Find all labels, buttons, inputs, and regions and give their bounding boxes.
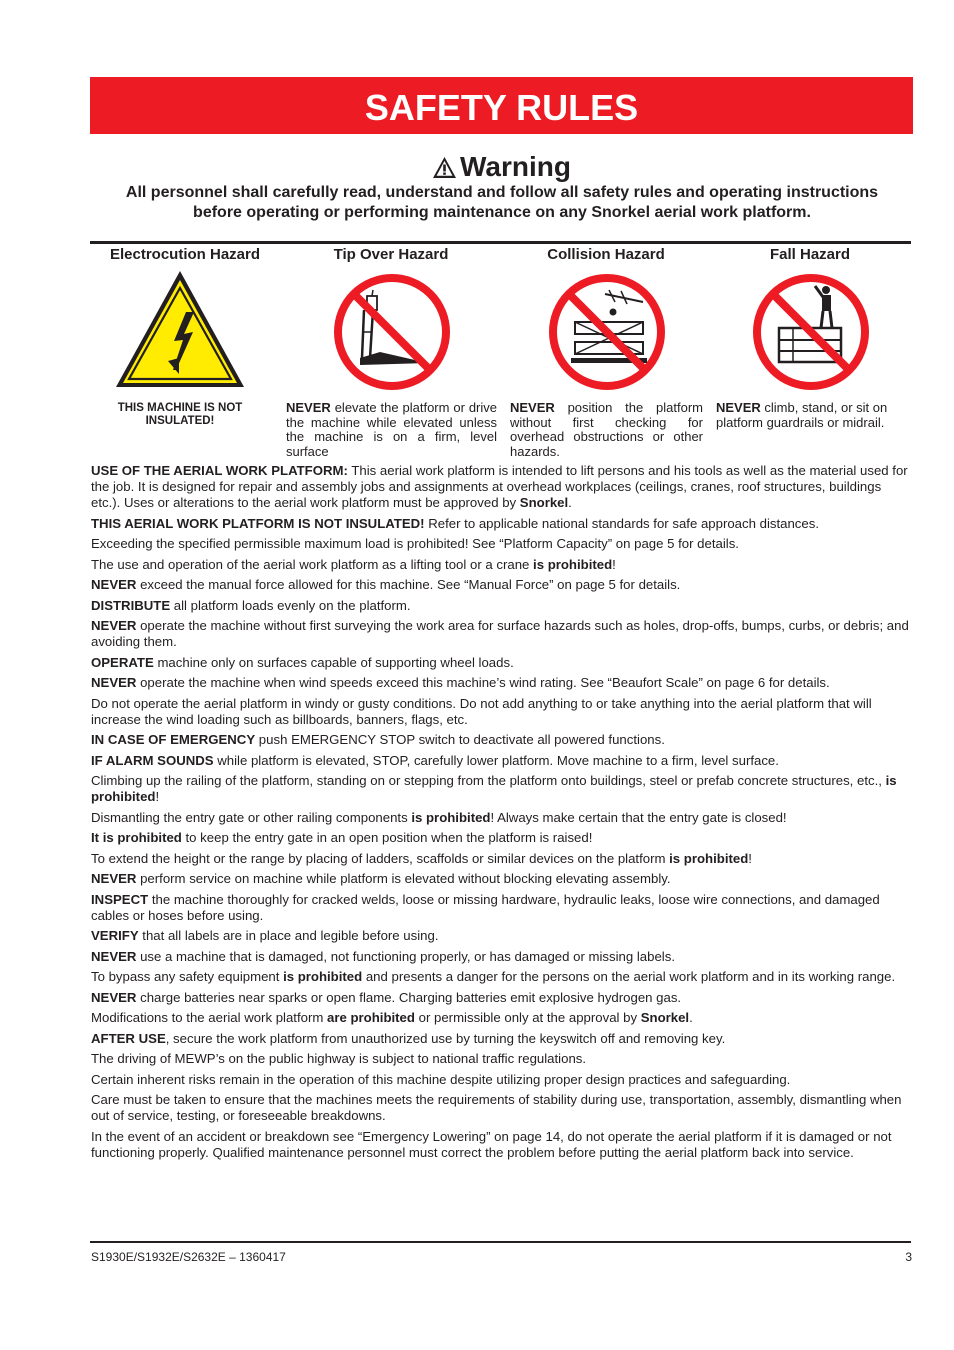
fall-note: NEVER climb, stand, or sit on platform guardrails or midrail. — [716, 400, 888, 430]
hazard-divider — [90, 241, 911, 244]
hazard-heading-fall: Fall Hazard — [769, 246, 851, 263]
safety-rule: NEVER charge batteries near sparks or open flame. Charging batteries emit explosive hydrogen gas. — [91, 989, 682, 1005]
safety-rule: NEVER operate the machine without first surveying the work area for surface hazards such as holes, drop-offs, bumps, curbs, or debris; and avoiding them. — [91, 618, 909, 649]
tip-over-note: NEVER elevate the platform or drive the machine while elevated unless the machine is on a firm, level surface — [286, 400, 497, 459]
collision-prohibition-icon — [547, 272, 667, 392]
safety-rule: To bypass any safety equipment is prohibited and presents a danger for the persons on the aerial work platform and in its working range. — [91, 969, 896, 984]
safety-rule: USE OF THE AERIAL WORK PLATFORM: This aerial work platform is intended to lift persons and his tools as well as the material used for the job. It is designed for repair and assembly jobs and assignments at overhead workplaces (ceilings, cranes, roof structures, buildings etc.). Uses or alterations to the aerial work platform must be approved by Snorkel. — [91, 463, 908, 510]
safety-rule: Climbing up the railing of the platform, standing on or stepping from the platform onto buildings, steel or prefab concrete structures, etc., is prohibited! — [91, 773, 897, 804]
footer-divider — [90, 1241, 911, 1243]
tip-over-prohibition-icon — [332, 272, 452, 392]
hazard-heading-collision: Collision Hazard — [547, 246, 665, 263]
safety-rule: NEVER perform service on machine while platform is elevated without blocking elevating assembly. — [91, 871, 671, 886]
footer-model-number: S1930E/S1932E/S2632E – 1360417 — [91, 1250, 286, 1264]
safety-rule: NEVER use a machine that is damaged, not functioning properly, or has damaged or missing labels. — [91, 948, 675, 964]
safety-rule: Modifications to the aerial work platform are prohibited or permissible only at the approval by Snorkel. — [91, 1010, 693, 1025]
safety-rule: DISTRIBUTE all platform loads evenly on the platform. — [91, 597, 411, 613]
warning-title: Warning — [460, 151, 571, 182]
safety-rule: Do not operate the aerial platform in windy or gusty conditions. Do not add anything to or take anything into the aerial platform that will increase the wind loading such as billboards, banners, flags, etc. — [91, 695, 872, 727]
page-number: 3 — [905, 1250, 912, 1264]
hazard-heading-electrocution: Electrocution Hazard — [109, 246, 261, 263]
safety-rule: Certain inherent risks remain in the operation of this machine despite utilizing proper design practices and safeguarding. — [91, 1071, 791, 1087]
safety-rule: To extend the height or the range by placing of ladders, scaffolds or similar devices on the platform is prohibited! — [91, 850, 752, 866]
safety-rule: VERIFY that all labels are in place and legible before using. — [91, 928, 439, 943]
page-title-banner — [90, 77, 913, 134]
safety-rule: The driving of MEWP’s on the public highway is subject to national traffic regulations. — [91, 1051, 587, 1066]
safety-rule: Care must be taken to ensure that the machines meets the requirements of stability during use, transportation, assembly, dismantling when out of service, testing, or foreseeable breakdowns. — [91, 1092, 902, 1123]
warning-heading — [0, 151, 954, 183]
safety-rule: NEVER exceed the manual force allowed for this machine. See “Manual Force” on page 5 for details. — [91, 577, 681, 592]
safety-rule: In the event of an accident or breakdown see “Emergency Lowering” on page 14, do not operate the aerial platform if it is damaged or not functioning properly. Qualified maintenance personnel must correct the problem before putting the aerial platform back into service. — [91, 1128, 892, 1160]
safety-rule: AFTER USE, secure the work platform from unauthorized use by turning the keyswitch off and removing key. — [91, 1030, 726, 1046]
safety-rule: INSPECT the machine thoroughly for cracked welds, loose or missing hardware, hydraulic leaks, loose wire connections, and damaged cables or hoses before using. — [91, 891, 880, 923]
collision-note: NEVER position the platform without first checking for overhead obstructions or other hazards. — [510, 400, 703, 459]
not-insulated-note: THIS MACHINE IS NOT INSULATED! — [117, 402, 243, 427]
safety-rule: IF ALARM SOUNDS while platform is elevated, STOP, carefully lower platform. Move machine to a firm, level surface. — [91, 752, 779, 768]
safety-rule: OPERATE machine only on surfaces capable of supporting wheel loads. — [91, 654, 514, 670]
safety-rule: THIS AERIAL WORK PLATFORM IS NOT INSULATED! Refer to applicable national standards for safe approach distances. — [91, 515, 819, 531]
safety-rule: Dismantling the entry gate or other railing components is prohibited! Always make certain that the entry gate is closed! — [91, 809, 787, 825]
safety-rule: It is prohibited to keep the entry gate in an open position when the platform is raised! — [91, 830, 593, 845]
safety-rule: IN CASE OF EMERGENCY push EMERGENCY STOP switch to deactivate all powered functions. — [91, 732, 665, 747]
safety-rule: NEVER operate the machine when wind speeds exceed this machine’s wind rating. See “Beaufort Scale” on page 6 for details. — [91, 675, 830, 690]
warning-subtitle: All personnel shall carefully read, understand and follow all safety rules and operating instructions before operating or performing maintenance on any Snorkel aerial work platform. — [125, 184, 879, 221]
fall-prohibition-icon — [751, 272, 871, 392]
safety-rule: Exceeding the specified permissible maximum load is prohibited! See “Platform Capacity” on page 5 for details. — [91, 536, 739, 551]
safety-rule: The use and operation of the aerial work platform as a lifting tool or a crane is prohibited! — [91, 556, 616, 572]
safety-rules-list — [91, 463, 913, 1165]
page-title: SAFETY RULES — [364, 87, 639, 128]
electrocution-warning-icon — [113, 268, 247, 390]
hazard-heading-tip-over: Tip Over Hazard — [333, 246, 449, 263]
warning-triangle-icon — [432, 156, 457, 179]
